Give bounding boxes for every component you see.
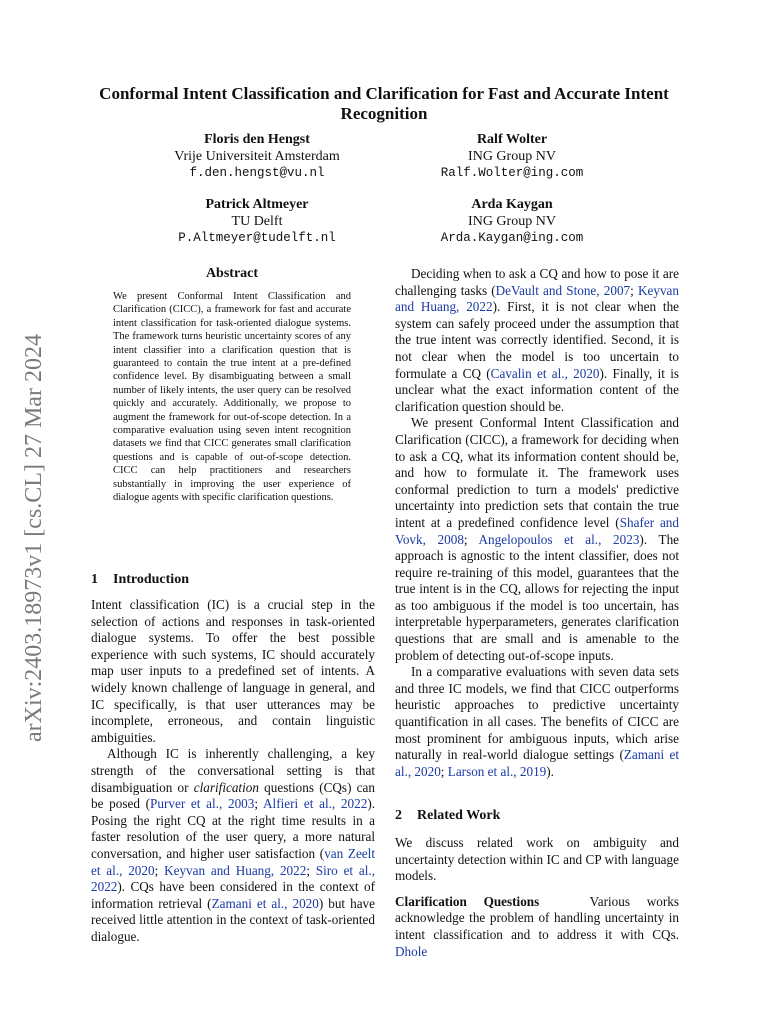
citation-link[interactable]: Angelopoulos et al., 2023 — [478, 531, 640, 547]
section-title: Related Work — [417, 808, 501, 823]
author-block — [382, 196, 642, 247]
abstract-heading: Abstract — [205, 266, 259, 281]
citation-link[interactable]: van Zeelt et al., 2020 — [91, 845, 375, 878]
emphasis-clarification: clarification — [193, 779, 259, 795]
citation-link[interactable]: Purver et al., 2003 — [150, 796, 255, 812]
author-affiliation: ING Group NV — [468, 149, 556, 164]
right-column-body — [395, 266, 679, 780]
citation-link[interactable]: Cavalin et al., 2020 — [490, 365, 600, 381]
right-column-body-lower — [395, 835, 679, 960]
citation-link[interactable]: Siro et al., 2022 — [91, 862, 375, 895]
citation-link[interactable]: Keyvan and Huang, 2022 — [164, 862, 307, 878]
paragraph: Clarification Questions Various works acknowledge the problem of handling uncertainty in intent classification and to address it with CQs. Dhole — [395, 893, 679, 959]
citation-link[interactable]: Keyvan and Huang, 2022 — [395, 282, 679, 315]
section-heading-related-work — [395, 808, 500, 824]
paragraph: In a comparative evaluations with seven data sets and three IC models, we find that CICC outperforms heuristic approaches to predictive uncertainty quantification in all cases. The benefits of CICC are most prominent for ambiguous inputs, which arise naturally in real-world dialogue settings (Zamani et al., 2020; Larson et al., 2019). — [395, 664, 679, 779]
section-heading-introduction — [91, 572, 189, 588]
paragraph: Deciding when to ask a CQ and how to pose it are challenging tasks (DeVault and Stone, 2007; Keyvan and Huang, 2022). First, it is not clear when the system can safely proceed under the assumption that the true intent was correctly identified. Second, it is not clear when the model is too uncertain to formulate a CQ (Cavalin et al., 2020). Finally, it is unclear what the exact information content of the clarification question should be. — [395, 266, 680, 414]
section-number: 1 — [91, 572, 98, 587]
author-name: Patrick Altmeyer — [205, 197, 309, 212]
author-affiliation: ING Group NV — [468, 214, 556, 229]
author-block — [127, 131, 387, 182]
citation-link[interactable]: Larson et al., 2019 — [447, 763, 547, 779]
abstract-text: We present Conformal Intent Classification and Clarification (CICC), a framework for fast and accurate intent classification for task-oriented dialogue systems. The framework turns heuristic uncertainty scores of any intent classifier into a clarification question that is guaranteed to contain the true intent at a pre-defined confidence level. By disambiguating between a small number of likely intents, the user query can be resolved quickly and accurately. Additionally, we propose to augment the framework for out-of-scope detection. In a comparative evaluation using seven intent recognition datasets we find that CICC generates small clarification questions and is capable of out-of-scope detection. CICC can help practitioners and researchers substantially in improving the user experience of dialogue agents with specific clarification questions. — [113, 291, 351, 504]
citation-link[interactable]: Zamani et al., 2020 — [211, 895, 319, 911]
arxiv-sidebar-identifier: arXiv:2403.18973v1 [cs.CL] 27 Mar 2024 — [21, 334, 47, 742]
section-number: 2 — [395, 808, 402, 823]
citation-link[interactable]: Alfieri et al., 2022 — [263, 796, 368, 812]
author-name: Ralf Wolter — [476, 132, 548, 147]
author-affiliation: Vrije Universiteit Amsterdam — [174, 149, 340, 164]
paragraph: We present Conformal Intent Classification and Clarification (CICC), a framework for deciding when to ask a CQ, what its information content should be, and how to formulate it. The framework uses conformal prediction to turn a models' predictive uncertainty into prediction sets that contain the true intent at a predefined confidence level (Shafer and Vovk, 2008; Angelopoulos et al., 2023). The approach is agnostic to the intent classifier, does not require re-training of this model, guarantees that the true intent is in the CQ, allows for rejecting the input as too ambiguous if the model is too uncertain, has interpretable hyperparameters, generates clarification questions that are small and is amenable to the problem of detecting out-of-scope inputs. — [395, 415, 680, 663]
intro-paragraph-2: Although IC is inherently challenging, a key strength of the conversational setting is that disambiguation or clarification questions (CQs) can be posed (Purver et al., 2003; Alfieri et al., 2022). Posing the right CQ at the right time results in a faster resolution of the user query, a more natural conversation, and higher user satisfaction (van Zeelt et al., 2020; Keyvan and Huang, 2022; Siro et al., 2022). CQs have been considered in the context of information retrieval (Zamani et al., 2020) but have received little attention in the context of task-oriented dialogue. — [91, 746, 376, 944]
citation-link[interactable]: Zamani et al., 2020 — [395, 747, 679, 779]
author-block — [382, 131, 642, 182]
citation-link[interactable]: DeVault and Stone, 2007 — [495, 282, 631, 298]
author-name: Floris den Hengst — [204, 132, 310, 147]
author-email: Ralf.Wolter@ing.com — [440, 166, 584, 180]
paragraph: We discuss related work on ambiguity and uncertainty detection within IC and CP with language models. — [395, 835, 679, 884]
author-name: Arda Kaygan — [471, 197, 553, 212]
author-block — [127, 196, 387, 247]
citation-link[interactable]: Shafer and Vovk, 2008 — [395, 514, 679, 547]
paragraph-heading: Clarification Questions — [395, 893, 540, 909]
citation-link[interactable]: Dhole — [395, 943, 428, 959]
author-email: Arda.Kaygan@ing.com — [440, 231, 584, 245]
intro-paragraph-1: Intent classification (IC) is a crucial step in the selection of actions and responses in task-oriented dialogue systems. To offer the best possible experience with such systems, IC should accurately map user inputs to a predefined set of intents. A widely known challenge of language in general, and IC specifically, is that user utterances may be incomplete, erroneous, and contain linguistic ambiguities. — [91, 597, 375, 745]
left-column-body — [91, 597, 375, 945]
author-affiliation: TU Delft — [231, 214, 283, 229]
author-email: f.den.hengst@vu.nl — [189, 166, 325, 180]
section-title: Introduction — [113, 572, 189, 587]
author-email: P.Altmeyer@tudelft.nl — [178, 231, 336, 245]
paper-title: Conformal Intent Classification and Clarification for Fast and Accurate Intent Recognition — [99, 84, 669, 123]
